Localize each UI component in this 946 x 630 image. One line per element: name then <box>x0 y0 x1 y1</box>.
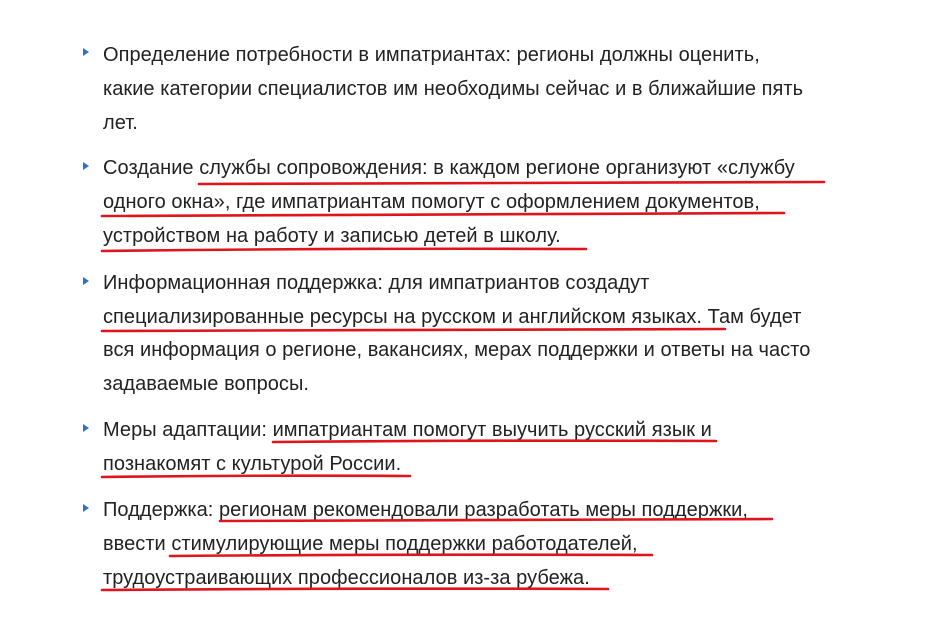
list-item-line: Определение потребности в импатриантах: регионы должны оценить, <box>103 44 760 66</box>
list-item-line: одного окна», где импатриантам помогут с оформлением документов, <box>103 191 760 213</box>
list-item-line: специализированные ресурсы на русском и английском языках. Там будет <box>103 306 802 328</box>
bullet-arrow-icon <box>83 277 89 285</box>
list-item-line: лет. <box>103 112 138 134</box>
list-item-line: познакомят с культурой России. <box>103 453 402 475</box>
list-item-line: трудоустраивающих профессионалов из-за рубежа. <box>103 567 590 589</box>
bullet-arrow-icon <box>83 424 89 432</box>
list-item-line: какие категории специалистов им необходимы сейчас и в ближайшие пять <box>103 78 804 100</box>
red-underline-mark <box>102 249 586 251</box>
list-item-line: Поддержка: регионам рекомендовали разработать меры поддержки, <box>103 499 749 521</box>
list-item-line: Меры адаптации: импатриантам помогут выучить русский язык и <box>103 419 712 441</box>
list-item-line: Информационная поддержка: для импатриантов создадут <box>103 272 650 294</box>
list-item-line: устройством на работу и записью детей в школу. <box>103 225 561 247</box>
list-item-line: Создание службы сопровождения: в каждом регионе организуют «службу <box>103 157 795 179</box>
list-item-line: вся информация о регионе, вакансиях, мерах поддержки и ответы на часто <box>103 339 811 361</box>
list-item-line: задаваемые вопросы. <box>103 373 310 395</box>
bullet-arrow-icon <box>83 48 89 56</box>
bullet-arrow-icon <box>83 162 89 170</box>
red-underline-mark <box>199 182 824 184</box>
bullet-arrow-icon <box>83 504 89 512</box>
list-item-line: ввести стимулирующие меры поддержки работодателей, <box>103 533 638 555</box>
